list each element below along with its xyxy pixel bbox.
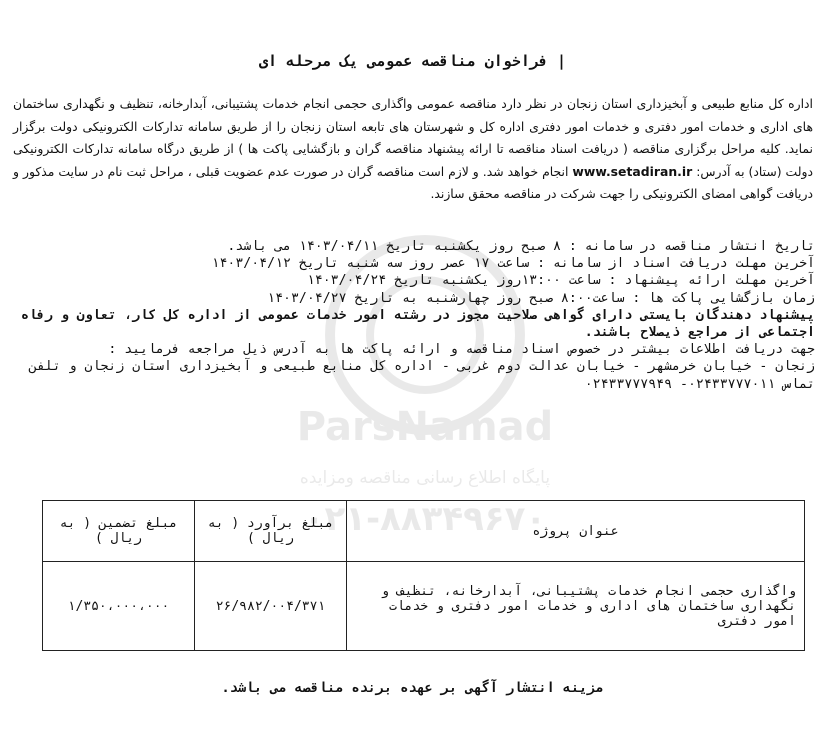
publish-date: تاریخ انتشار مناقصه در سامانه : ۸ صبح روز یکشنبه تاریخ ۱۴۰۳/۰۴/۱۱ می باشد. — [227, 239, 815, 254]
cell-project-title: واگذاری حجمی انجام خدمات پشتیبانی، آبدارخانه، تنظیف و نگهداری ساختمان های اداری و خدمات امور دفتری و خدمات امور دفتری — [346, 562, 804, 651]
document-deadline: آخرین مهلت دریافت اسناد از سامانه : ساعت ۱۷ عصر روز سه شنبه تاریخ ۱۴۰۳/۰۴/۱۲ — [211, 256, 815, 272]
watermark-brand: ParsNamad — [296, 404, 554, 450]
footer-note: مزینه انتشار آگهی بر عهده برنده مناقصه می باشد. — [221, 680, 604, 696]
title-text: فراخوان مناقصه عمومی یک مرحله ای — [258, 52, 548, 70]
watermark-tagline: پایگاه اطلاع رسانی مناقصه ومزایده — [299, 468, 551, 488]
cell-guarantee: ۱/۳۵۰،۰۰۰،۰۰۰ — [43, 562, 195, 651]
header-estimate: مبلغ برآورد ( به ریال ) — [195, 501, 347, 562]
notice-title — [0, 52, 825, 70]
intro-text-after: انجام خواهد شد. و لازم است مناقصه گران در صورت عدم عضویت قبلی ، مراحل ثبت نام در سایت مذکور و دریافت گواهی امضای الکترونیکی را جهت شرکت در مناقصه محقق سازند. — [13, 163, 813, 201]
opening-time: زمان بازگشایی پاکت ها : ساعت۸:۰۰ صبح روز چهارشنبه به تاریخ ۱۴۰۳/۰۴/۲۷ — [267, 290, 815, 306]
intro-paragraph — [13, 93, 813, 206]
tender-details — [10, 238, 815, 393]
watermark-phone: ۰۲۱-۸۸۳۴۹۶۷۰ — [303, 499, 547, 539]
project-table — [42, 500, 805, 651]
header-guarantee: مبلغ تضمین ( به ریال ) — [43, 501, 195, 562]
header-project-title: عنوان پروژه — [346, 501, 804, 562]
contact-address: زنجان - خیابان خرمشهر - خیابان عدالت دوم غربی - اداره کل منابع طبیعی و آبخیزداری استان زنجان و تلفن تماس ۰۲۴۳۳۷۷۷۰۱۱- ۰۲۴۳۳۷۷۷۹۴۹ — [28, 359, 815, 392]
table-header-row — [43, 501, 805, 562]
intro-text-before: اداره کل منابع طبیعی و آبخیزداری استان زنجان در نظر دارد مناقصه عمومی واگذاری حجمی انجام خدمات پشتیبانی، آبدارخانه، تنظیف و نگهداری ساختمان های اداری و خدمات امور دفتری و خدمات امور دفتری اداره کل و شهرستان های تابعه استان زنجان را از طریق سامانه تدارکات الکترونیکی دولت برگزار نماید. کلیه مراحل برگزاری مناقصه ( دریافت اسناد مناقصه تا ارائه پیشنهاد مناقصه گران و بازگشایی پاکت ها ) از طریق درگاه سامانه تدارکات الکترونیکی دولت (ستاد) به آدرس: — [13, 96, 813, 179]
title-marker: | — [556, 52, 567, 70]
website-link[interactable]: www.setadiran.ir — [572, 163, 693, 179]
table-row — [43, 562, 805, 651]
info-note: جهت دریافت اطلاعات بیشتر در خصوص اسناد مناقصه و ارائه پاکت ها به آدرس ذیل مراجعه فرمایید : — [108, 342, 815, 358]
bid-deadline: آخرین مهلت ارائه پیشنهاد : ساعت ۱۳:۰۰روز یکشنبه تاریخ ۱۴۰۳/۰۴/۲۴ — [306, 273, 815, 289]
qualification-requirement: پیشنهاد دهندگان بایستی دارای گواهی صلاحیت مجوز در رشته امور خدمات عمومی از اداره کل کار، تعاون و رفاه اجتماعی از مراجع ذیصلاح باشند. — [21, 307, 815, 341]
cell-estimate: ۲۶/۹۸۲/۰۰۴/۳۷۱ — [195, 562, 347, 651]
